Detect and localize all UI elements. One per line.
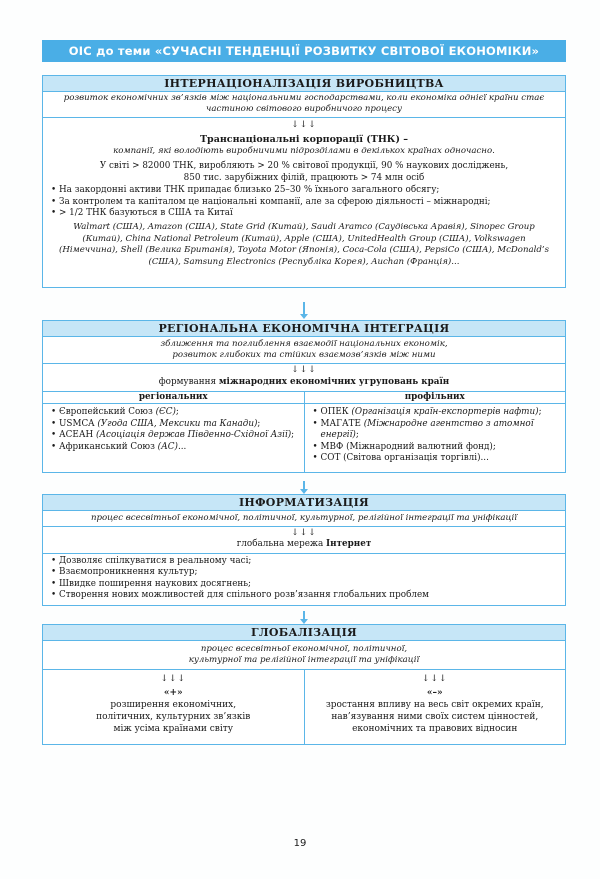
minus-line: економічних та правових відносин — [352, 724, 518, 734]
groups-columns — [43, 404, 565, 472]
definition-line-2: культурної та релігійної інтеграції та уніфікації — [188, 655, 420, 665]
globalization-header: ГЛОБАЛІЗАЦІЯ — [43, 625, 565, 641]
groups-columns-header — [43, 392, 565, 405]
tnc-definition: компанії, які володіють виробничими підрозділами в декількох країнах одночасно. — [113, 145, 495, 156]
network-text — [47, 539, 561, 551]
globalization-plus — [43, 670, 305, 744]
formation-text — [47, 377, 561, 389]
list-item: • Африканський Союз (АС)... — [47, 442, 300, 454]
minus-label: «–» — [426, 688, 443, 698]
list-item: • СОТ (Світова організація торгівлі)... — [309, 453, 562, 465]
arrows-down: ↓↓↓ — [421, 674, 448, 684]
definition-line-1: зближення та поглиблення взаємодії національних економік, — [160, 339, 448, 349]
globalization-definition — [43, 641, 565, 670]
col-left-header: регіональних — [43, 392, 305, 404]
plus-line: політичних, культурних зв’язків — [96, 712, 251, 722]
internationalization-block — [42, 75, 566, 288]
list-item: • МАГАТЕ (Міжнародне агентство з атомної — [309, 419, 562, 431]
definition-line: процес всесвітньої економічної, політичної, культурної, релігійної інтеграції та уніфікації — [90, 513, 518, 523]
tnc-stat-2: 850 тис. зарубіжних філій, працюють > 74 млн осіб — [183, 172, 425, 183]
formation-prefix: формування — [158, 377, 217, 387]
globalization-minus — [305, 670, 566, 744]
definition-line-1: розвиток економічних зв’язків між національними господарствами, коли економіка однієї країни стає — [63, 93, 545, 103]
regional-block — [42, 320, 566, 473]
examples-line: (США), Samsung Electronics (Республіка Корея), Auchan (Франція)... — [148, 257, 460, 268]
network-section — [43, 527, 565, 554]
globalization-columns — [43, 670, 565, 744]
list-item: • USMCA (Угода США, Мексики та Канади); — [47, 419, 300, 431]
regional-definition — [43, 337, 565, 364]
list-item: • > 1/2 ТНК базуються в США та Китаї — [47, 208, 561, 220]
arrows-down: ↓↓↓ — [291, 365, 317, 375]
list-item: • Взаємопроникнення культур; — [47, 567, 561, 579]
list-item: • За контролем та капіталом це національні компанії, але за сферою діяльності – міжнародні; — [47, 197, 561, 209]
col-right-header: профільних — [404, 391, 465, 402]
list-item-continuation: енергії); — [320, 430, 359, 441]
regional-header: РЕГІОНАЛЬНА ЕКОНОМІЧНА ІНТЕГРАЦІЯ — [43, 321, 565, 337]
internationalization-header: ІНТЕРНАЦІОНАЛІЗАЦІЯ ВИРОБНИЦТВА — [43, 76, 565, 92]
plus-line: між усіма країнами світу — [113, 724, 234, 734]
plus-label: «+» — [163, 688, 183, 698]
tnc-section — [43, 118, 565, 287]
formation-section — [43, 364, 565, 392]
tnc-title: Транснаціональні корпорації (ТНК) – — [199, 134, 408, 145]
informatization-definition — [43, 511, 565, 527]
informatization-block — [42, 494, 566, 606]
minus-line: зростання впливу на весь світ окремих країн, — [325, 700, 544, 710]
network-bold: Інтернет — [326, 539, 372, 549]
list-item: • Швидке поширення наукових досягнень; — [47, 579, 561, 591]
list-item: • Дозволяє спілкуватися в реальному часі; — [47, 556, 561, 568]
list-item: • ОПЕК (Організація країн-експортерів нафти); — [309, 407, 562, 419]
internationalization-definition — [43, 92, 565, 118]
profile-groups-list — [305, 404, 566, 472]
definition-line-1: процес всесвітньої економічної, політичної, — [200, 644, 408, 654]
examples-line: (Німеччина), Shell (Велика Британія), Toyota Motor (Японія), Coca-Cola (США), PepsiCo (США), McDonald’s — [59, 245, 549, 256]
list-item: • АСЕАН (Асоціація держав Південно-Східної Азії); — [47, 430, 300, 442]
list-item: • Створення нових можливостей для спільного розв’язання глобальних проблем — [47, 590, 561, 602]
definition-line-2: частиною світового виробничого процесу — [206, 104, 402, 114]
regional-groups-list — [43, 404, 305, 472]
arrows-down: ↓↓↓ — [291, 120, 317, 130]
plus-line: розширення економічних, — [110, 700, 237, 710]
informatization-header: ІНФОРМАТИЗАЦІЯ — [43, 495, 565, 511]
page-number: 19 — [293, 838, 307, 849]
network-prefix: глобальна мережа — [236, 539, 324, 549]
minus-line: нав’язування ними своїх систем цінностей, — [331, 712, 539, 722]
list-item: • МВФ (Міжнародний валютний фонд); — [309, 442, 562, 454]
tnc-stat-1: У світі > 82000 ТНК, виробляють > 20 % світової продукції, 90 % наукових досліджень, — [99, 161, 509, 171]
page-title: ОІС до теми «СУЧАСНІ ТЕНДЕНЦІЇ РОЗВИТКУ СВІТОВОЇ ЕКОНОМІКИ» — [42, 40, 566, 62]
examples-line: (Китай), China National Petroleum (Китай), Apple (США), UnitedHealth Group (США), Volkswagen — [82, 233, 526, 244]
formation-bold: міжнародних економічних угруповань країн — [218, 377, 450, 387]
arrows-down: ↓↓↓ — [291, 528, 317, 538]
list-item: • На закордонні активи ТНК припадає близько 25–30 % їхнього загального обсягу; — [47, 185, 561, 197]
list-item: • Європейський Союз (ЄС); — [47, 407, 300, 419]
informatization-bullets — [43, 554, 565, 605]
globalization-block — [42, 624, 566, 745]
tnc-examples — [47, 222, 561, 269]
down-arrow-icon — [300, 314, 308, 319]
definition-line-2: розвиток глибоких та стійких взаємозв’язків між ними — [172, 350, 436, 360]
arrows-down: ↓↓↓ — [160, 674, 187, 684]
examples-line: Walmart (США), Amazon (США), State Grid (Китай), Saudi Aramco (Саудівська Аравія), Sinopec Group — [73, 221, 535, 232]
